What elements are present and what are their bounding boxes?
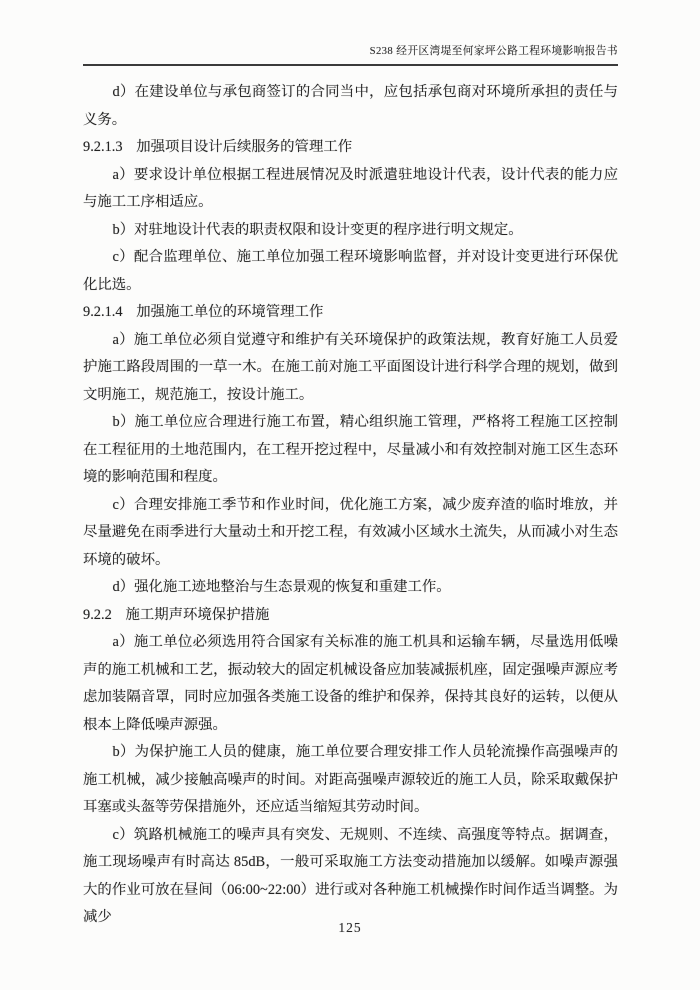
body-paragraph: a）施工单位必须选用符合国家有关标准的施工机具和运输车辆，尽量选用低噪声的施工机械和工艺，振动较大的固定机械设备应加装减振机座，固定强噪声源应考虑加装隔音罩，同时应加强各类施工设备的维护和保养，保持其良好的运转，以便从根本上降低噪声源强。 <box>83 634 618 733</box>
header-rule <box>83 64 618 66</box>
heading-number: 9.2.1.4 <box>83 304 123 320</box>
section-heading <box>83 602 618 630</box>
body-paragraph: b）施工单位应合理进行施工布置，精心组织施工管理，严格将工程施工区控制在工程征用的土地范围内，在工程开挖过程中，尽量减小和有效控制对施工区生态环境的影响范围和程度。 <box>83 414 618 485</box>
heading-number: 9.2.2 <box>83 606 112 623</box>
running-header-title: S238 经开区湾堤至何家坪公路工程环境影响报告书 <box>369 45 618 57</box>
body-paragraph: d）强化施工迹地整治与生态景观的恢复和重建工作。 <box>112 579 451 595</box>
heading-number: 9.2.1.3 <box>83 139 123 155</box>
body-paragraph: a）施工单位必须自觉遵守和维护有关环境保护的政策法规，教育好施工人员爱护施工路段周围的一草一木。在施工前对施工平面图设计进行科学合理的规划，做到文明施工，规范施工，按设计施工。 <box>83 331 618 403</box>
page-number: 125 <box>338 920 362 935</box>
section-heading <box>83 134 618 162</box>
body-paragraph: b）为保护施工人员的健康，施工单位要合理安排工作人员轮流操作高强噪声的施工机械，减少接触高噪声的时间。对距高强噪声源较近的施工人员，除采取戴保护耳塞或头盔等劳保措施外，还应适当缩短其劳动时间。 <box>83 744 618 815</box>
heading-title: 加强施工单位的环境管理工作 <box>136 304 324 320</box>
heading-title: 施工期声环境保护措施 <box>125 606 270 623</box>
body-paragraph: c）合理安排施工季节和作业时间，优化施工方案，减少废弃渣的临时堆放，并尽量避免在雨季进行大量动土和开挖工程，有效减小区域水土流失，从而减小对生态环境的破坏。 <box>83 496 618 568</box>
body-paragraph: d）在建设单位与承包商签订的合同当中，应包括承包商对环境所承担的责任与义务。 <box>83 84 618 128</box>
section-heading <box>83 299 618 327</box>
body-paragraph: a）要求设计单位根据工程进展情况及时派遣驻地设计代表，设计代表的能力应与施工工序相适应。 <box>83 166 618 210</box>
document-body <box>83 79 618 932</box>
body-paragraph: b）对驻地设计代表的职责权限和设计变更的程序进行明文规定。 <box>112 221 523 238</box>
page-header <box>0 0 700 66</box>
heading-title: 加强项目设计后续服务的管理工作 <box>136 139 353 155</box>
body-paragraph: c）筑路机械施工的噪声具有突发、无规则、不连续、高强度等特点。据调查，施工现场噪声有时高达 85dB，一般可采取施工方法变动措施加以缓解。如噪声源强大的作业可放在昼间（06:00~22:00）进行或对各种施工机械操作时间作适当调整。为减少 <box>83 826 618 925</box>
body-paragraph: c）配合监理单位、施工单位加强工程环境影响监督，并对设计变更进行环保优化比选。 <box>83 249 618 293</box>
page-footer <box>0 919 700 937</box>
